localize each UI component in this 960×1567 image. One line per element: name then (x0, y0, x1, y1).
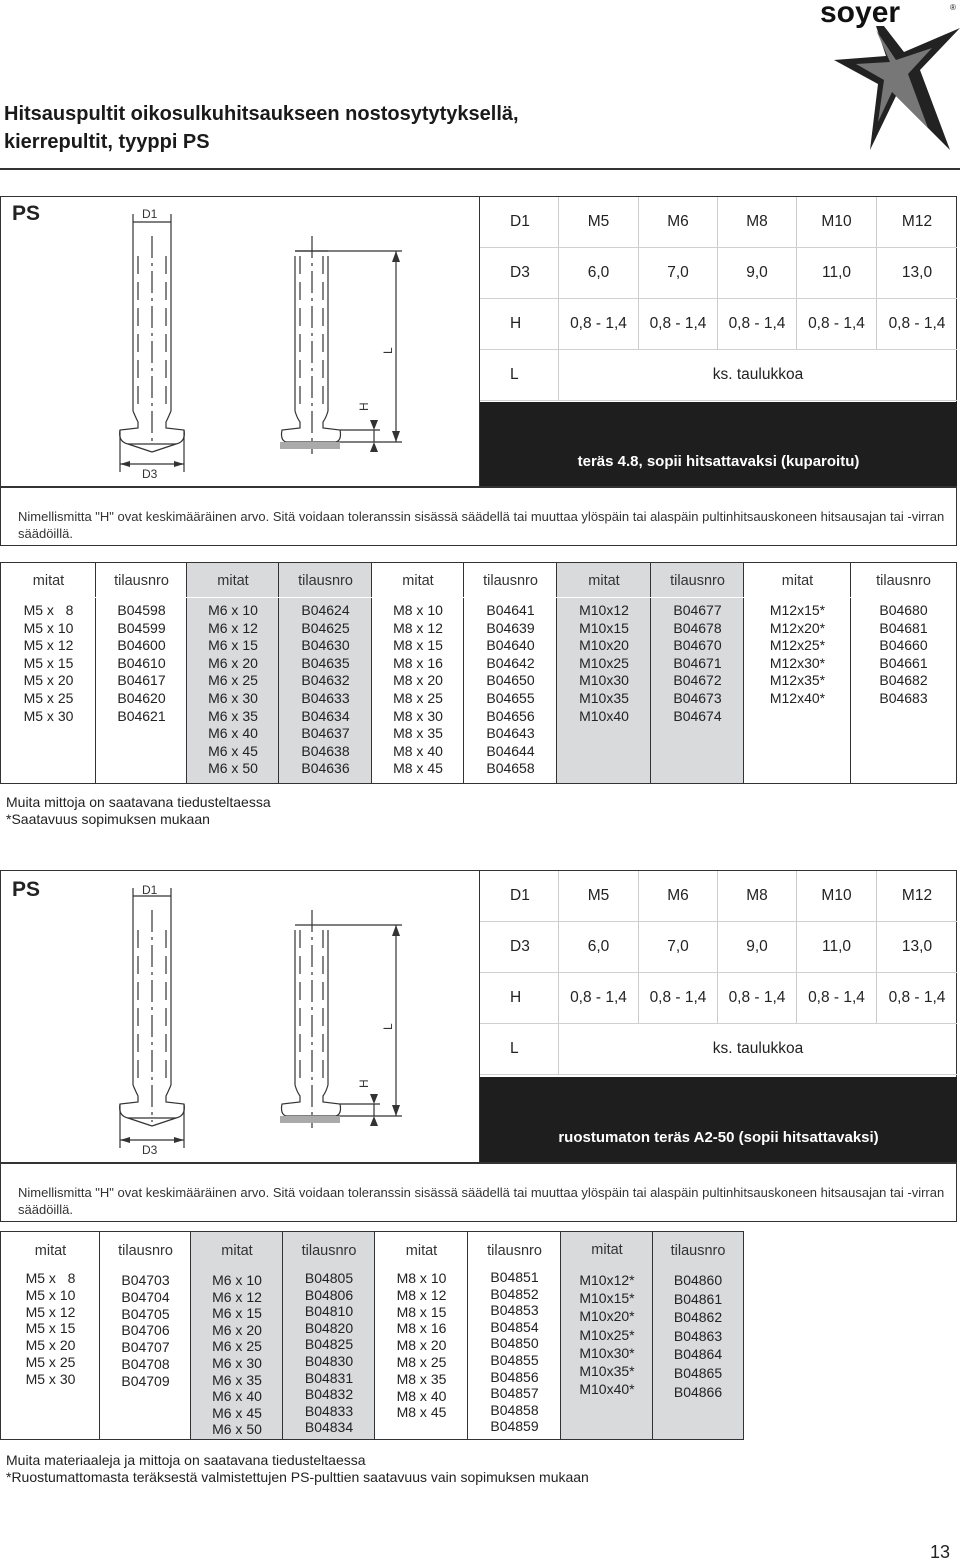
spec-label: L (480, 1024, 558, 1075)
d3-dim-label: D3 (142, 467, 158, 481)
d1-dim-label: D1 (142, 883, 158, 897)
spec-cell: 0,8 - 1,4 (876, 299, 957, 350)
header-mitat: mitat (591, 1242, 623, 1258)
divider (0, 1162, 957, 1164)
codes-list: B04641 B04639 B04640 B04642 B04650 B04655 B04656 B04643 B04644 B04658 (486, 602, 535, 777)
spec-label: L (480, 350, 558, 401)
spec-table-2 (480, 871, 957, 1075)
spec-cell: 6,0 (558, 248, 638, 299)
spec-cell: 0,8 - 1,4 (638, 973, 717, 1024)
header-mitat: mitat (402, 573, 434, 589)
spec-cell: M5 (558, 871, 638, 922)
header-tilausnro: tilausnro (487, 1243, 542, 1259)
header-tilausnro: tilausnro (298, 573, 353, 589)
material-band-2 (480, 1077, 957, 1162)
drawing-cell-1 (0, 196, 480, 486)
sizes-list: M6 x 10 M6 x 12 M6 x 15 M6 x 20 M6 x 25 M6 x 30 M6 x 35 M6 x 40 M6 x 45 M6 x 50 (212, 1272, 262, 1438)
footnotes-1 (6, 794, 271, 828)
sizes-list: M8 x 10 M8 x 12 M8 x 15 M8 x 16 M8 x 20 M8 x 25 M8 x 30 M8 x 35 M8 x 40 M8 x 45 (393, 602, 443, 777)
spec-cell: 13,0 (876, 248, 957, 299)
footnote: *Saatavuus sopimuksen mukaan (6, 811, 210, 827)
type-label: PS (12, 878, 41, 901)
spec-cell: M6 (638, 871, 717, 922)
spec-cell: 9,0 (717, 922, 796, 973)
page-number: 13 (929, 1542, 950, 1562)
header-tilausnro: tilausnro (876, 573, 931, 589)
spec-cell: M5 (558, 197, 638, 248)
h-dim-label: H (357, 402, 371, 411)
header-tilausnro: tilausnro (483, 573, 538, 589)
header-mitat: mitat (781, 573, 814, 589)
codes-list: B04860 B04861 B04862 B04863 B04864 B04865 B04866 (673, 1272, 723, 1400)
d1-dim-label: D1 (142, 207, 158, 221)
codes-list: B04624 B04625 B04630 B04635 B04632 B04633 B04634 B04637 B04638 B04636 (301, 602, 350, 777)
spec-cell: 0,8 - 1,4 (558, 299, 638, 350)
spec-cell-span: ks. taulukkoa (558, 1024, 957, 1075)
sizes-list: M8 x 10 M8 x 12 M8 x 15 M8 x 16 M8 x 20 M8 x 25 M8 x 35 M8 x 40 M8 x 45 (396, 1270, 447, 1421)
spec-cell: M8 (717, 197, 796, 248)
spec-cell: 11,0 (796, 922, 876, 973)
spec-cell: 0,8 - 1,4 (876, 973, 957, 1024)
spec-label: H (480, 973, 558, 1024)
codes-list: B04851 B04852 B04853 B04854 B04850 B04855 B04856 B04857 B04858 B04859 (490, 1269, 539, 1435)
header-mitat: mitat (34, 1243, 67, 1259)
header-tilausnro: tilausnro (670, 1243, 726, 1259)
spec-label: H (480, 299, 558, 350)
codes-list: B04680 B04681 B04660 B04661 B04682 B04683 (879, 602, 928, 706)
order-table-2 (0, 1231, 744, 1440)
bolt-drawing (0, 870, 480, 1162)
spec-cell: 6,0 (558, 922, 638, 973)
spec-cell: 7,0 (638, 248, 717, 299)
spec-table-1 (480, 197, 957, 401)
header-tilausnro: tilausnro (114, 573, 169, 589)
sizes-list: M10x12* M10x15* M10x20* M10x25* M10x30* M10x35* M10x40* (579, 1272, 635, 1398)
spec-cell: 13,0 (876, 922, 957, 973)
sizes-list: M5 x 8 M5 x 10 M5 x 12 M5 x 15 M5 x 20 M5 x 25 M5 x 30 (25, 1270, 76, 1387)
spec-cell: 9,0 (717, 248, 796, 299)
spec-cell: M8 (717, 871, 796, 922)
sizes-list: M10x12 M10x15 M10x20 M10x25 M10x30 M10x35 M10x40 (579, 602, 629, 724)
type-label: PS (12, 202, 41, 225)
h-dim-label: H (357, 1079, 371, 1088)
tolerance-note: Nimellismitta "H" ovat keskimääräinen arvo. Sitä voidaan toleranssin sisässä säädellä tai muuttaa ylöspäin tai alaspäin pultinhitsauskoneen hitsausajan tai -virran säädöillä. (18, 509, 945, 541)
page-title (4, 100, 519, 156)
sizes-list: M12x15* M12x20* M12x25* M12x30* M12x35* M12x40* (769, 602, 826, 706)
spec-cell: 0,8 - 1,4 (558, 973, 638, 1024)
header-tilausnro: tilausnro (118, 1243, 173, 1259)
title-line-2: kierrepultit, tyyppi PS (4, 131, 210, 153)
spec-cell: M12 (876, 197, 957, 248)
material-label: ruostumaton teräs A2-50 (sopii hitsattavaksi) (558, 1129, 879, 1146)
spec-cell: M12 (876, 871, 957, 922)
footnote: *Ruostumattomasta teräksestä valmistettujen PS-pulttien saatavuus vain sopimuksen mukaan (6, 1469, 589, 1485)
l-dim-label: L (381, 347, 395, 354)
codes-list: B04677 B04678 B04670 B04671 B04672 B04673 B04674 (673, 602, 722, 724)
spec-cell: M10 (796, 871, 876, 922)
footnote: Muita materiaaleja ja mittoja on saatavana tiedusteltaessa (6, 1452, 366, 1468)
spec-label: D3 (480, 922, 558, 973)
l-dim-label: L (381, 1023, 395, 1030)
header-mitat: mitat (588, 573, 620, 589)
codes-list: B04805 B04806 B04810 B04820 B04825 B04830 B04831 B04832 B04833 B04834 (304, 1270, 354, 1436)
soyer-logo (800, 0, 960, 150)
spec-cell-span: ks. taulukkoa (558, 350, 957, 401)
spec-cell: 0,8 - 1,4 (717, 973, 796, 1024)
spec-cell: 11,0 (796, 248, 876, 299)
d3-dim-label: D3 (142, 1143, 158, 1157)
spec-cell: 0,8 - 1,4 (717, 299, 796, 350)
spec-cell: M10 (796, 197, 876, 248)
header-mitat: mitat (405, 1243, 438, 1259)
spec-cell: 0,8 - 1,4 (796, 299, 876, 350)
sizes-list: M5 x 8 M5 x 10 M5 x 12 M5 x 15 M5 x 20 M5 x 25 M5 x 30 (23, 602, 74, 724)
material-band-1 (480, 402, 957, 486)
spec-label: D3 (480, 248, 558, 299)
spec-cell: 7,0 (638, 922, 717, 973)
title-divider (0, 168, 960, 170)
footnotes-2 (6, 1452, 589, 1486)
spec-cell: 0,8 - 1,4 (638, 299, 717, 350)
header-mitat: mitat (221, 1243, 253, 1259)
order-table-1 (0, 562, 957, 784)
logo-wordmark: soyer (820, 0, 901, 29)
header-mitat: mitat (217, 573, 249, 589)
tolerance-note: Nimellismitta "H" ovat keskimääräinen arvo. Sitä voidaan toleranssin sisässä säädellä tai muuttaa ylöspäin tai alaspäin pultinhitsauskoneen hitsausajan tai -virran säädöillä. (18, 1185, 945, 1217)
header-tilausnro: tilausnro (301, 1243, 357, 1259)
spec-label: D1 (480, 197, 558, 248)
sizes-list: M6 x 10 M6 x 12 M6 x 15 M6 x 20 M6 x 25 M6 x 30 M6 x 35 M6 x 40 M6 x 45 M6 x 50 (208, 602, 258, 777)
codes-list: B04703 B04704 B04705 B04706 B04707 B04708 B04709 (121, 1272, 170, 1389)
codes-list: B04598 B04599 B04600 B04610 B04617 B04620 B04621 (117, 602, 166, 724)
footnote: Muita mittoja on saatavana tiedusteltaessa (6, 794, 271, 810)
divider (0, 486, 957, 488)
svg-text:®: ® (950, 3, 956, 12)
header-mitat: mitat (32, 573, 65, 589)
bolt-drawing (0, 196, 480, 486)
header-tilausnro: tilausnro (670, 573, 725, 589)
spec-label: D1 (480, 871, 558, 922)
drawing-cell-2 (0, 870, 480, 1162)
spec-cell: 0,8 - 1,4 (796, 973, 876, 1024)
title-line-1: Hitsauspultit oikosulkuhitsaukseen nostosytytyksellä, (4, 103, 519, 125)
material-label: teräs 4.8, sopii hitsattavaksi (kuparoitu) (577, 453, 860, 470)
spec-cell: M6 (638, 197, 717, 248)
